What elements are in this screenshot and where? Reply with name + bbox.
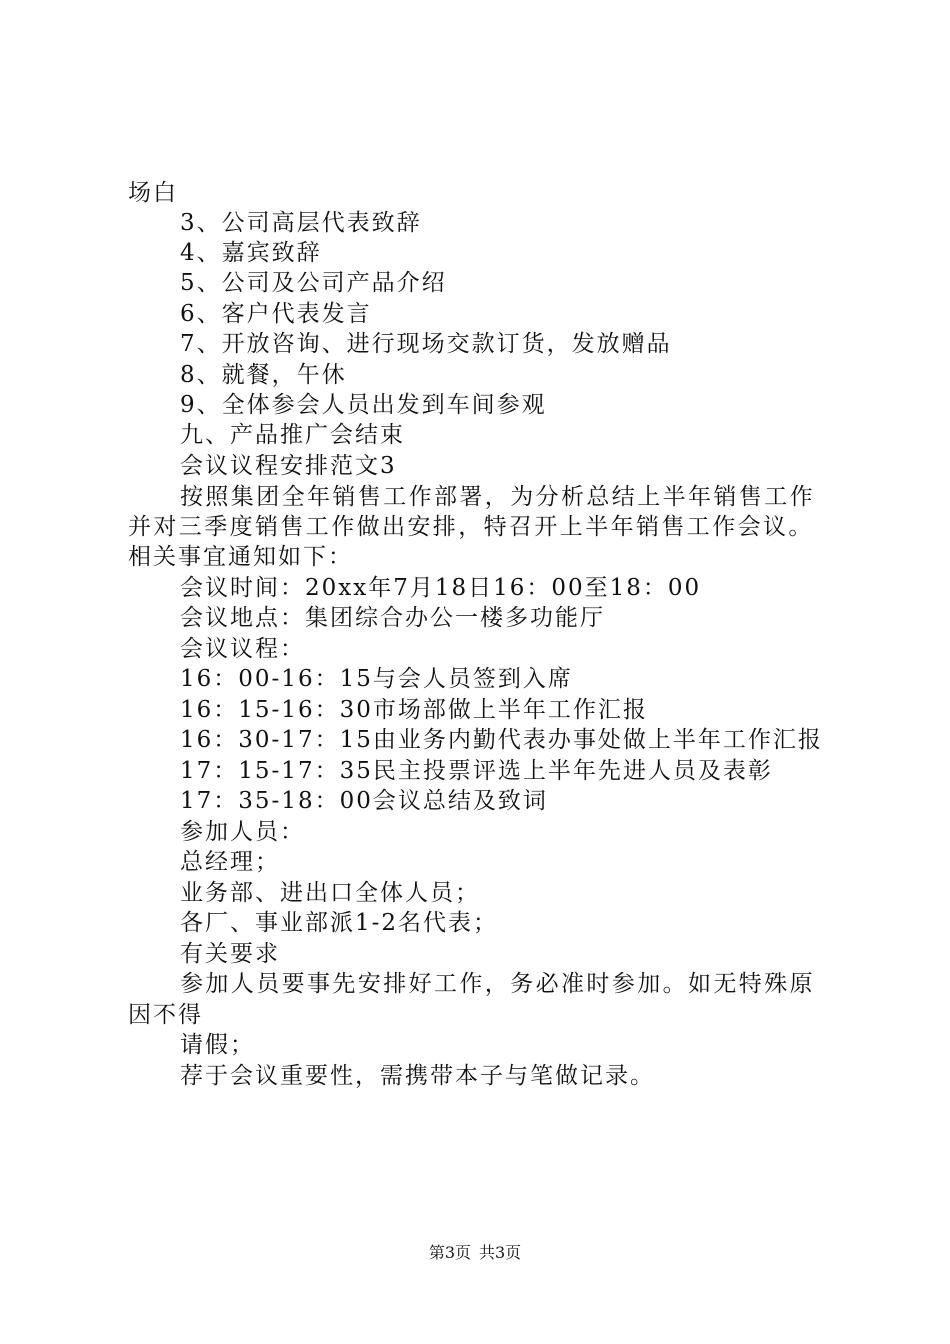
text-line: 因不得 (128, 1002, 203, 1028)
text-line: 6、客户代表发言 (180, 301, 372, 327)
text-line: 请假； (180, 1032, 255, 1058)
page-total: 共3页 (479, 1243, 522, 1262)
section-heading: 会议议程安排范文3 (180, 453, 397, 479)
text-line: 5、公司及公司产品介绍 (180, 270, 447, 296)
text-line: 17：35-18：00会议总结及致词 (180, 788, 548, 814)
text-line: 相关事宜通知如下： (128, 544, 353, 570)
text-line: 16：00-16：15与会人员签到入席 (180, 666, 573, 692)
text-line: 9、全体参会人员出发到车间参观 (180, 392, 547, 418)
text-line: 业务部、进出口全体人员； (180, 880, 480, 906)
text-line: 4、嘉宾致辞 (180, 240, 322, 266)
text-line: 16：15-16：30市场部做上半年工作汇报 (180, 697, 648, 723)
text-line: 各厂、事业部派1-2名代表； (180, 910, 499, 936)
text-line: 场白 (128, 180, 178, 206)
text-line: 7、开放咨询、进行现场交款订货，发放赠品 (180, 331, 672, 357)
text-line: 并对三季度销售工作做出安排，特召开上半年销售工作会议。 (128, 514, 814, 540)
text-line: 17：15-17：35民主投票评选上半年先进人员及表彰 (180, 758, 773, 784)
text-line: 荐于会议重要性，需携带本子与笔做记录。 (180, 1063, 655, 1089)
text-line: 按照集团全年销售工作部署，为分析总结上半年销售工作 (180, 484, 815, 510)
text-line: 参加人员： (180, 819, 305, 845)
text-line: 参加人员要事先安排好工作，务必准时参加。如无特殊原 (180, 971, 815, 997)
text-line: 会议议程： (180, 636, 305, 662)
text-line: 16：30-17：15由业务内勤代表办事处做上半年工作汇报 (180, 727, 823, 753)
page-number: 第3页 (428, 1243, 471, 1262)
page-footer (0, 1242, 950, 1264)
text-line: 有关要求 (180, 941, 280, 967)
text-line: 3、公司高层代表致辞 (180, 210, 422, 236)
text-line: 总经理； (180, 849, 280, 875)
text-line: 会议地点：集团综合办公一楼多功能厅 (180, 605, 605, 631)
text-line: 8、就餐，午休 (180, 362, 347, 388)
text-line: 会议时间：20xx年7月18日16：00至18：00 (180, 575, 702, 601)
text-line: 九、产品推广会结束 (180, 422, 405, 448)
